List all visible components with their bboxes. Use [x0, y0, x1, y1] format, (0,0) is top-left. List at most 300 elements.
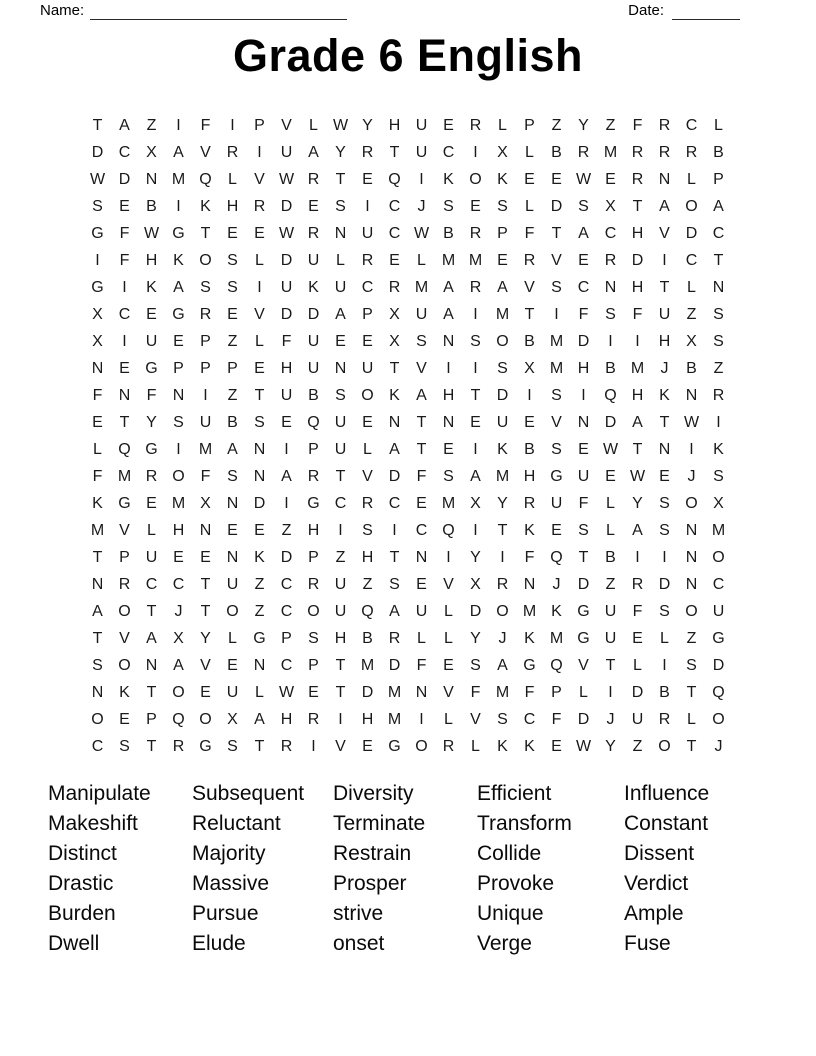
- grid-letter: A: [308, 143, 319, 161]
- grid-letter: S: [308, 629, 319, 647]
- grid-letter: R: [226, 143, 239, 161]
- grid-letter: S: [362, 521, 373, 539]
- grid-letter: R: [307, 170, 320, 188]
- grid-letter: B: [659, 683, 670, 701]
- grid-letter: A: [389, 440, 400, 458]
- grid-letter: C: [388, 224, 401, 242]
- grid-letter: Y: [632, 494, 643, 512]
- grid-letter: U: [604, 629, 617, 647]
- grid-letter: O: [496, 332, 509, 350]
- grid-letter: I: [473, 440, 478, 458]
- grid-letter: E: [470, 197, 481, 215]
- grid-letter: M: [441, 494, 456, 512]
- grid-letter: L: [228, 629, 237, 647]
- grid-letter: U: [550, 494, 563, 512]
- grid-letter: T: [632, 440, 643, 458]
- grid-letter: M: [198, 440, 213, 458]
- grid-row: [84, 220, 732, 247]
- grid-letter: O: [307, 602, 320, 620]
- grid-letter: P: [308, 440, 319, 458]
- grid-letter: D: [631, 251, 644, 269]
- grid-letter: L: [471, 737, 480, 755]
- grid-letter: S: [416, 332, 427, 350]
- grid-letter: U: [361, 359, 374, 377]
- grid-letter: M: [549, 629, 564, 647]
- grid-letter: K: [254, 548, 265, 566]
- grid-letter: F: [632, 305, 643, 323]
- word-list-item: Influence: [624, 782, 710, 805]
- grid-letter: K: [92, 494, 103, 512]
- date-blank-line: [672, 3, 740, 20]
- grid-letter: A: [713, 197, 724, 215]
- grid-letter: S: [227, 251, 238, 269]
- grid-letter: N: [712, 278, 725, 296]
- grid-letter: D: [280, 548, 293, 566]
- grid-letter: V: [578, 656, 589, 674]
- grid-letter: T: [146, 683, 157, 701]
- grid-letter: F: [578, 494, 589, 512]
- grid-letter: P: [362, 305, 373, 323]
- grid-letter: T: [92, 629, 103, 647]
- grid-letter: Q: [361, 602, 374, 620]
- grid-letter: P: [281, 629, 292, 647]
- grid-letter: U: [307, 332, 320, 350]
- grid-letter: O: [118, 656, 131, 674]
- word-list-item: Pursue: [192, 902, 259, 925]
- grid-letter: W: [89, 170, 106, 188]
- grid-letter: E: [578, 251, 589, 269]
- grid-letter: O: [685, 197, 698, 215]
- grid-letter: M: [360, 656, 375, 674]
- grid-letter: B: [551, 143, 562, 161]
- grid-letter: B: [524, 440, 535, 458]
- grid-letter: A: [173, 656, 184, 674]
- grid-letter: R: [361, 494, 374, 512]
- grid-letter: Z: [686, 629, 697, 647]
- grid-row: [84, 517, 732, 544]
- grid-letter: L: [417, 629, 426, 647]
- grid-letter: L: [93, 440, 102, 458]
- grid-letter: R: [307, 224, 320, 242]
- grid-letter: Y: [200, 629, 211, 647]
- grid-letter: C: [685, 251, 698, 269]
- grid-letter: R: [469, 116, 482, 134]
- grid-letter: T: [92, 548, 103, 566]
- grid-letter: B: [524, 332, 535, 350]
- grid-letter: H: [280, 710, 293, 728]
- grid-letter: G: [523, 656, 536, 674]
- grid-letter: L: [255, 332, 264, 350]
- grid-letter: A: [443, 305, 454, 323]
- grid-letter: W: [602, 440, 619, 458]
- grid-letter: R: [496, 575, 509, 593]
- grid-letter: E: [173, 548, 184, 566]
- grid-letter: E: [146, 305, 157, 323]
- grid-letter: I: [311, 737, 316, 755]
- grid-letter: X: [92, 305, 103, 323]
- word-list-item: Ample: [624, 902, 684, 925]
- grid-letter: M: [117, 467, 132, 485]
- grid-letter: S: [92, 197, 103, 215]
- grid-letter: T: [416, 440, 427, 458]
- grid-letter: R: [469, 224, 482, 242]
- grid-letter: E: [227, 521, 238, 539]
- grid-letter: O: [226, 602, 239, 620]
- grid-letter: U: [712, 602, 725, 620]
- grid-letter: F: [632, 116, 643, 134]
- grid-letter: N: [577, 413, 590, 431]
- grid-letter: L: [579, 683, 588, 701]
- grid-letter: G: [712, 629, 725, 647]
- grid-letter: F: [524, 548, 535, 566]
- grid-letter: O: [172, 683, 185, 701]
- grid-letter: S: [173, 413, 184, 431]
- grid-letter: C: [577, 278, 590, 296]
- grid-letter: A: [497, 278, 508, 296]
- grid-letter: A: [227, 440, 238, 458]
- grid-letter: B: [146, 197, 157, 215]
- grid-letter: A: [389, 602, 400, 620]
- grid-letter: M: [495, 683, 510, 701]
- grid-letter: I: [284, 440, 289, 458]
- grid-row: [84, 679, 732, 706]
- grid-letter: B: [605, 548, 616, 566]
- grid-letter: M: [522, 602, 537, 620]
- grid-letter: X: [389, 305, 400, 323]
- grid-letter: W: [278, 170, 295, 188]
- grid-letter: H: [631, 278, 644, 296]
- grid-letter: A: [470, 467, 481, 485]
- grid-letter: B: [227, 413, 238, 431]
- grid-letter: E: [551, 521, 562, 539]
- word-list-item: Prosper: [333, 872, 407, 895]
- grid-letter: A: [335, 305, 346, 323]
- grid-letter: P: [254, 116, 265, 134]
- word-list-column: [477, 779, 624, 959]
- word-list-item: Diversity: [333, 782, 414, 805]
- grid-row: [84, 193, 732, 220]
- grid-letter: T: [335, 683, 346, 701]
- grid-letter: X: [173, 629, 184, 647]
- word-list-item: Burden: [48, 902, 116, 925]
- grid-letter: G: [577, 602, 590, 620]
- grid-letter: O: [199, 710, 212, 728]
- grid-letter: M: [414, 278, 429, 296]
- grid-letter: S: [119, 737, 130, 755]
- grid-letter: G: [253, 629, 266, 647]
- grid-letter: P: [173, 359, 184, 377]
- grid-letter: T: [605, 656, 616, 674]
- grid-letter: V: [659, 224, 670, 242]
- grid-letter: U: [334, 602, 347, 620]
- grid-letter: O: [685, 602, 698, 620]
- grid-letter: E: [92, 413, 103, 431]
- grid-letter: N: [415, 548, 428, 566]
- grid-letter: P: [227, 359, 238, 377]
- worksheet-header: [40, 0, 740, 20]
- grid-letter: N: [658, 440, 671, 458]
- grid-letter: W: [143, 224, 160, 242]
- grid-letter: T: [335, 170, 346, 188]
- grid-letter: D: [280, 305, 293, 323]
- grid-letter: Q: [712, 683, 725, 701]
- grid-letter: U: [280, 386, 293, 404]
- grid-letter: F: [146, 386, 157, 404]
- word-list: [48, 779, 796, 959]
- grid-letter: I: [662, 548, 667, 566]
- grid-letter: M: [90, 521, 105, 539]
- grid-letter: E: [254, 359, 265, 377]
- grid-letter: K: [389, 386, 400, 404]
- grid-letter: E: [578, 440, 589, 458]
- word-list-item: Terminate: [333, 812, 426, 835]
- word-list-item: Subsequent: [192, 782, 305, 805]
- grid-letter: I: [392, 521, 397, 539]
- grid-letter: R: [658, 710, 671, 728]
- grid-letter: Z: [686, 305, 697, 323]
- grid-letter: W: [278, 224, 295, 242]
- grid-letter: B: [362, 629, 373, 647]
- grid-letter: J: [606, 710, 615, 728]
- grid-letter: P: [200, 332, 211, 350]
- grid-letter: R: [631, 143, 644, 161]
- grid-letter: R: [307, 710, 320, 728]
- grid-letter: V: [254, 170, 265, 188]
- grid-letter: I: [473, 143, 478, 161]
- grid-letter: O: [496, 602, 509, 620]
- grid-letter: Y: [335, 143, 346, 161]
- grid-letter: B: [713, 143, 724, 161]
- grid-letter: N: [253, 440, 266, 458]
- word-list-column: [192, 779, 333, 959]
- grid-letter: I: [608, 683, 613, 701]
- grid-letter: D: [658, 575, 671, 593]
- grid-letter: Z: [146, 116, 157, 134]
- grid-letter: R: [145, 467, 158, 485]
- grid-letter: I: [365, 197, 370, 215]
- grid-letter: Z: [254, 602, 265, 620]
- grid-letter: S: [254, 413, 265, 431]
- grid-letter: M: [441, 251, 456, 269]
- word-list-item: Majority: [192, 842, 266, 865]
- grid-letter: X: [713, 494, 724, 512]
- grid-letter: C: [91, 737, 104, 755]
- grid-letter: I: [689, 440, 694, 458]
- grid-letter: C: [334, 494, 347, 512]
- grid-letter: T: [389, 143, 400, 161]
- grid-letter: U: [631, 710, 644, 728]
- grid-letter: N: [226, 548, 239, 566]
- grid-letter: T: [389, 548, 400, 566]
- grid-row: [84, 652, 732, 679]
- grid-letter: R: [307, 575, 320, 593]
- grid-letter: Z: [632, 737, 643, 755]
- grid-letter: G: [307, 494, 320, 512]
- grid-letter: D: [631, 683, 644, 701]
- grid-letter: L: [147, 521, 156, 539]
- grid-row: [84, 301, 732, 328]
- grid-letter: C: [172, 575, 185, 593]
- grid-letter: C: [415, 521, 428, 539]
- grid-letter: L: [255, 251, 264, 269]
- grid-letter: Z: [254, 575, 265, 593]
- grid-letter: X: [524, 359, 535, 377]
- grid-letter: S: [497, 197, 508, 215]
- grid-row: [84, 436, 732, 463]
- grid-letter: S: [713, 305, 724, 323]
- grid-letter: E: [362, 170, 373, 188]
- grid-letter: R: [577, 143, 590, 161]
- grid-letter: D: [496, 386, 509, 404]
- grid-letter: R: [280, 737, 293, 755]
- grid-letter: U: [415, 143, 428, 161]
- grid-letter: K: [713, 440, 724, 458]
- grid-letter: X: [227, 710, 238, 728]
- grid-letter: Q: [172, 710, 185, 728]
- grid-letter: G: [118, 494, 131, 512]
- word-list-item: Dissent: [624, 842, 695, 865]
- grid-letter: H: [658, 332, 671, 350]
- grid-letter: E: [254, 521, 265, 539]
- grid-letter: C: [361, 278, 374, 296]
- grid-letter: H: [361, 710, 374, 728]
- grid-letter: J: [687, 467, 696, 485]
- grid-letter: V: [254, 305, 265, 323]
- grid-letter: A: [659, 197, 670, 215]
- grid-letter: M: [387, 710, 402, 728]
- grid-letter: Z: [605, 116, 616, 134]
- grid-letter: L: [687, 710, 696, 728]
- grid-letter: S: [200, 278, 211, 296]
- grid-letter: D: [712, 656, 725, 674]
- grid-letter: K: [308, 278, 319, 296]
- grid-letter: X: [389, 332, 400, 350]
- grid-letter: E: [470, 413, 481, 431]
- grid-letter: A: [173, 143, 184, 161]
- grid-letter: U: [199, 413, 212, 431]
- grid-letter: U: [334, 413, 347, 431]
- grid-letter: N: [388, 413, 401, 431]
- grid-letter: U: [415, 116, 428, 134]
- grid-letter: Y: [362, 116, 373, 134]
- grid-letter: R: [118, 575, 131, 593]
- word-list-item: Reluctant: [192, 812, 281, 835]
- grid-letter: N: [145, 656, 158, 674]
- grid-letter: I: [716, 413, 721, 431]
- grid-letter: U: [145, 548, 158, 566]
- grid-letter: S: [551, 386, 562, 404]
- grid-letter: R: [388, 278, 401, 296]
- grid-row: [84, 706, 732, 733]
- grid-letter: H: [631, 386, 644, 404]
- grid-letter: N: [685, 548, 698, 566]
- grid-letter: C: [118, 305, 131, 323]
- grid-letter: S: [578, 197, 589, 215]
- grid-letter: N: [523, 575, 536, 593]
- grid-letter: I: [446, 548, 451, 566]
- grid-letter: D: [604, 413, 617, 431]
- grid-row: [84, 328, 732, 355]
- grid-letter: B: [443, 224, 454, 242]
- grid-letter: E: [308, 683, 319, 701]
- grid-letter: T: [389, 359, 400, 377]
- grid-letter: D: [253, 494, 266, 512]
- grid-letter: W: [575, 737, 592, 755]
- grid-letter: N: [604, 278, 617, 296]
- grid-row: [84, 166, 732, 193]
- grid-letter: U: [415, 305, 428, 323]
- grid-letter: M: [549, 359, 564, 377]
- grid-letter: H: [172, 521, 185, 539]
- word-list-item: Drastic: [48, 872, 114, 895]
- grid-letter: U: [334, 575, 347, 593]
- grid-letter: G: [550, 467, 563, 485]
- grid-letter: P: [308, 656, 319, 674]
- grid-letter: E: [659, 467, 670, 485]
- grid-letter: I: [176, 197, 181, 215]
- grid-letter: A: [173, 278, 184, 296]
- grid-letter: T: [119, 413, 130, 431]
- word-list-item: Provoke: [477, 872, 555, 895]
- word-list-item: strive: [333, 902, 384, 925]
- grid-letter: L: [228, 170, 237, 188]
- grid-letter: U: [496, 413, 509, 431]
- grid-letter: P: [524, 116, 535, 134]
- grid-row: [84, 247, 732, 274]
- grid-letter: E: [551, 737, 562, 755]
- grid-letter: P: [497, 224, 508, 242]
- grid-letter: N: [253, 467, 266, 485]
- grid-letter: E: [524, 170, 535, 188]
- grid-letter: W: [575, 170, 592, 188]
- grid-letter: K: [119, 683, 130, 701]
- word-list-item: Collide: [477, 842, 542, 865]
- grid-letter: C: [442, 143, 455, 161]
- grid-letter: T: [200, 224, 211, 242]
- grid-letter: E: [254, 224, 265, 242]
- grid-row: [84, 382, 732, 409]
- grid-letter: H: [145, 251, 158, 269]
- grid-letter: D: [685, 224, 698, 242]
- grid-letter: V: [551, 413, 562, 431]
- grid-letter: O: [91, 710, 104, 728]
- grid-letter: T: [146, 737, 157, 755]
- grid-letter: N: [199, 521, 212, 539]
- word-list-item: Verge: [477, 932, 532, 955]
- grid-letter: O: [415, 737, 428, 755]
- grid-letter: F: [119, 251, 130, 269]
- grid-letter: I: [338, 710, 343, 728]
- grid-letter: F: [119, 224, 130, 242]
- grid-letter: V: [362, 467, 373, 485]
- grid-letter: H: [334, 629, 347, 647]
- grid-letter: C: [388, 494, 401, 512]
- grid-letter: V: [335, 737, 346, 755]
- grid-letter: F: [281, 332, 292, 350]
- word-list-item: Elude: [192, 932, 246, 955]
- word-list-item: Manipulate: [48, 782, 151, 805]
- grid-letter: U: [280, 278, 293, 296]
- grid-row: [84, 625, 732, 652]
- grid-letter: L: [336, 251, 345, 269]
- grid-letter: E: [146, 494, 157, 512]
- grid-letter: T: [335, 656, 346, 674]
- grid-letter: W: [278, 683, 295, 701]
- grid-letter: F: [416, 656, 427, 674]
- grid-letter: T: [254, 737, 265, 755]
- grid-letter: M: [495, 467, 510, 485]
- grid-letter: S: [335, 197, 346, 215]
